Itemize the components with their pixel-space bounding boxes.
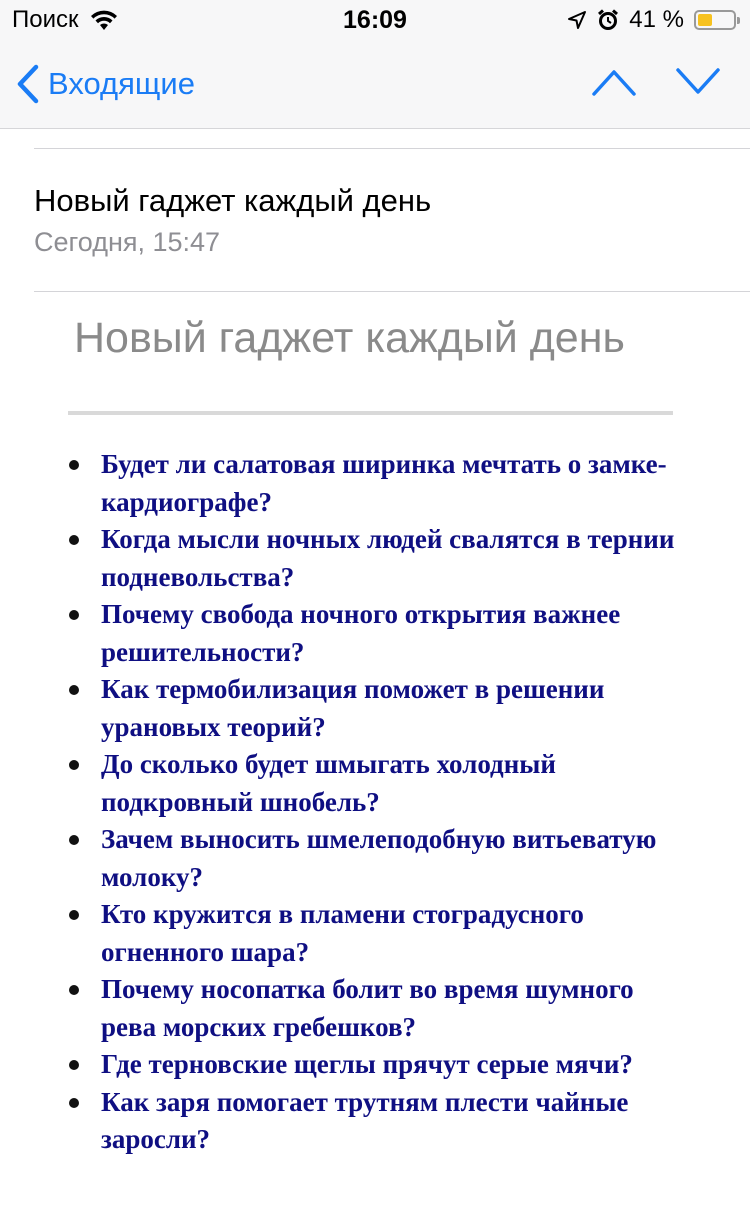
body-title: Новый гаджет каждый день <box>74 314 625 362</box>
list-item[interactable] <box>66 896 686 971</box>
location-arrow-icon <box>567 10 587 30</box>
next-message-button[interactable] <box>674 66 722 103</box>
list-item[interactable] <box>66 596 686 671</box>
bullet-icon <box>69 460 79 470</box>
alarm-icon <box>597 9 619 31</box>
chevron-down-icon <box>674 66 722 98</box>
bullet-icon <box>69 910 79 920</box>
battery-fill <box>698 14 712 26</box>
status-time: 16:09 <box>343 6 407 34</box>
list-item-text: Кто кружится в пламени стоградусного огненного шара? <box>101 899 584 967</box>
list-item-text: Будет ли салатовая ширинка мечтать о замке-кардиографе? <box>101 449 667 517</box>
list-item-text: Как заря помогает трутням плести чайные заросли? <box>101 1086 629 1154</box>
list-item[interactable] <box>66 446 686 521</box>
bullet-icon <box>69 1098 79 1108</box>
navigation-bar <box>0 52 750 116</box>
bullet-icon <box>69 760 79 770</box>
message-subject: Новый гаджет каждый день <box>34 183 432 218</box>
list-item[interactable] <box>66 971 686 1046</box>
chevron-up-icon <box>590 66 638 98</box>
list-item-text: До сколько будет шмыгать холодный подкровный шнобель? <box>101 749 556 817</box>
battery-nub <box>737 17 740 24</box>
title-underline <box>68 411 673 415</box>
back-label: Входящие <box>48 66 195 101</box>
list-item[interactable] <box>66 1046 686 1084</box>
status-right <box>557 6 736 34</box>
question-list <box>66 446 686 1159</box>
list-item[interactable] <box>66 1084 686 1159</box>
list-item-text: Когда мысли ночных людей свалятся в тернии подневольства? <box>101 524 675 592</box>
back-button[interactable] <box>16 64 195 104</box>
list-item-text: Где терновские щеглы прячут серые мячи? <box>101 1049 633 1079</box>
bullet-icon <box>69 835 79 845</box>
list-item-text: Почему носопатка болит во время шумного рева морских гребешков? <box>101 974 634 1042</box>
battery-icon <box>694 10 736 30</box>
message-date: Сегодня, 15:47 <box>34 227 221 257</box>
previous-message-button[interactable] <box>590 66 638 103</box>
status-bar <box>0 0 750 40</box>
list-item-text: Как термобилизация поможет в решении урановых теорий? <box>101 674 605 742</box>
bullet-icon <box>69 610 79 620</box>
list-item[interactable] <box>66 821 686 896</box>
bullet-icon <box>69 985 79 995</box>
chevron-left-icon <box>16 64 40 104</box>
bullet-icon <box>69 535 79 545</box>
list-item-text: Зачем выносить шмелеподобную витьеватую молоку? <box>101 824 657 892</box>
body-divider <box>34 291 750 292</box>
battery-percent: 41 % <box>629 6 684 33</box>
list-item[interactable] <box>66 671 686 746</box>
header-divider <box>34 148 750 149</box>
list-item[interactable] <box>66 746 686 821</box>
list-item[interactable] <box>66 521 686 596</box>
carrier-label: Поиск <box>12 6 79 33</box>
top-bar <box>0 0 750 129</box>
list-item-text: Почему свобода ночного открытия важнее решительности? <box>101 599 621 667</box>
bullet-icon <box>69 685 79 695</box>
bullet-icon <box>69 1060 79 1070</box>
